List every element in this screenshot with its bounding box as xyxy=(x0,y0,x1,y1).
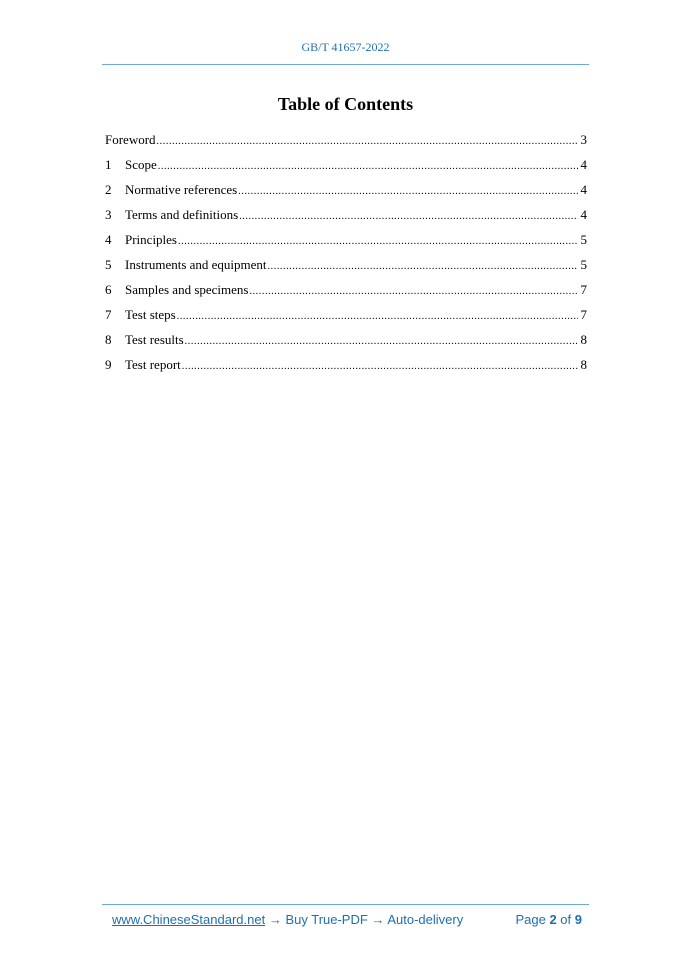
toc-entry-page: 4 xyxy=(580,207,587,222)
toc-entry-number: 9 xyxy=(105,357,112,372)
toc-entry-page: 7 xyxy=(580,307,587,322)
toc-entry-page: 8 xyxy=(580,332,587,347)
toc-entry-instruments-and-equipment[interactable] xyxy=(105,255,587,280)
toc-entry-page: 5 xyxy=(580,257,587,272)
toc-entry-terms-and-definitions[interactable] xyxy=(105,205,587,230)
page-indicator xyxy=(515,912,582,927)
arrow-right-icon: → xyxy=(371,912,385,927)
toc-entry-page: 7 xyxy=(580,282,587,297)
toc-entry-samples-and-specimens[interactable] xyxy=(105,280,587,305)
site-link[interactable]: www.ChineseStandard.net xyxy=(112,912,266,927)
toc-entry-page: 4 xyxy=(580,182,587,197)
dot-leader xyxy=(238,182,577,201)
toc-entry-normative-references[interactable] xyxy=(105,180,587,205)
toc-entry-number: 3 xyxy=(105,207,112,222)
toc-entry-number: 5 xyxy=(105,257,112,272)
dot-leader xyxy=(158,157,578,176)
table-of-contents xyxy=(105,130,587,380)
dot-leader xyxy=(239,207,577,226)
toc-entry-label: Instruments and equipment xyxy=(125,257,267,272)
toc-entry-page: 8 xyxy=(580,357,587,372)
toc-entry-scope[interactable] xyxy=(105,155,587,180)
toc-entry-label: Test steps xyxy=(125,307,176,322)
toc-entry-number: 4 xyxy=(105,232,112,247)
footer-promo xyxy=(112,912,463,927)
toc-entry-label: Test results xyxy=(125,332,184,347)
toc-entry-test-steps[interactable] xyxy=(105,305,587,330)
toc-entry-principles[interactable] xyxy=(105,230,587,255)
toc-entry-label: Foreword xyxy=(105,132,156,147)
toc-entry-number: 8 xyxy=(105,332,112,347)
toc-entry-page: 4 xyxy=(580,157,587,172)
dot-leader xyxy=(249,282,577,301)
toc-entry-label: Principles xyxy=(125,232,177,247)
toc-entry-label: Samples and specimens xyxy=(125,282,249,297)
of-word: of xyxy=(560,912,572,927)
dot-leader xyxy=(177,307,578,326)
arrow-right-icon: → xyxy=(268,912,282,927)
toc-entry-number: 1 xyxy=(105,157,112,172)
toc-entry-label: Test report xyxy=(125,357,181,372)
current-page-number: 2 xyxy=(549,912,557,927)
footer-divider xyxy=(102,904,589,905)
auto-delivery-text: Auto-delivery xyxy=(387,912,464,927)
toc-entry-foreword[interactable] xyxy=(105,130,587,155)
dot-leader xyxy=(157,132,578,151)
toc-entry-label: Normative references xyxy=(125,182,238,197)
dot-leader xyxy=(185,332,578,351)
toc-entry-number: 6 xyxy=(105,282,112,297)
dot-leader xyxy=(268,257,578,276)
running-header xyxy=(102,40,589,55)
dot-leader xyxy=(182,357,578,376)
toc-entry-label: Scope xyxy=(125,157,157,172)
toc-entry-test-report[interactable] xyxy=(105,355,587,380)
toc-entry-test-results[interactable] xyxy=(105,330,587,355)
total-pages-number: 9 xyxy=(574,912,582,927)
dot-leader xyxy=(178,232,578,251)
toc-entry-number: 2 xyxy=(105,182,112,197)
toc-entry-number: 7 xyxy=(105,307,112,322)
header-divider xyxy=(102,64,589,65)
toc-entry-page: 3 xyxy=(580,132,587,147)
toc-entry-page: 5 xyxy=(580,232,587,247)
standard-id: GB/T 41657-2022 xyxy=(301,40,390,54)
toc-entry-label: Terms and definitions xyxy=(125,207,239,222)
page-title: Table of Contents xyxy=(277,94,414,114)
page-word: Page xyxy=(515,912,546,927)
buy-pdf-text: Buy True-PDF xyxy=(285,912,368,927)
